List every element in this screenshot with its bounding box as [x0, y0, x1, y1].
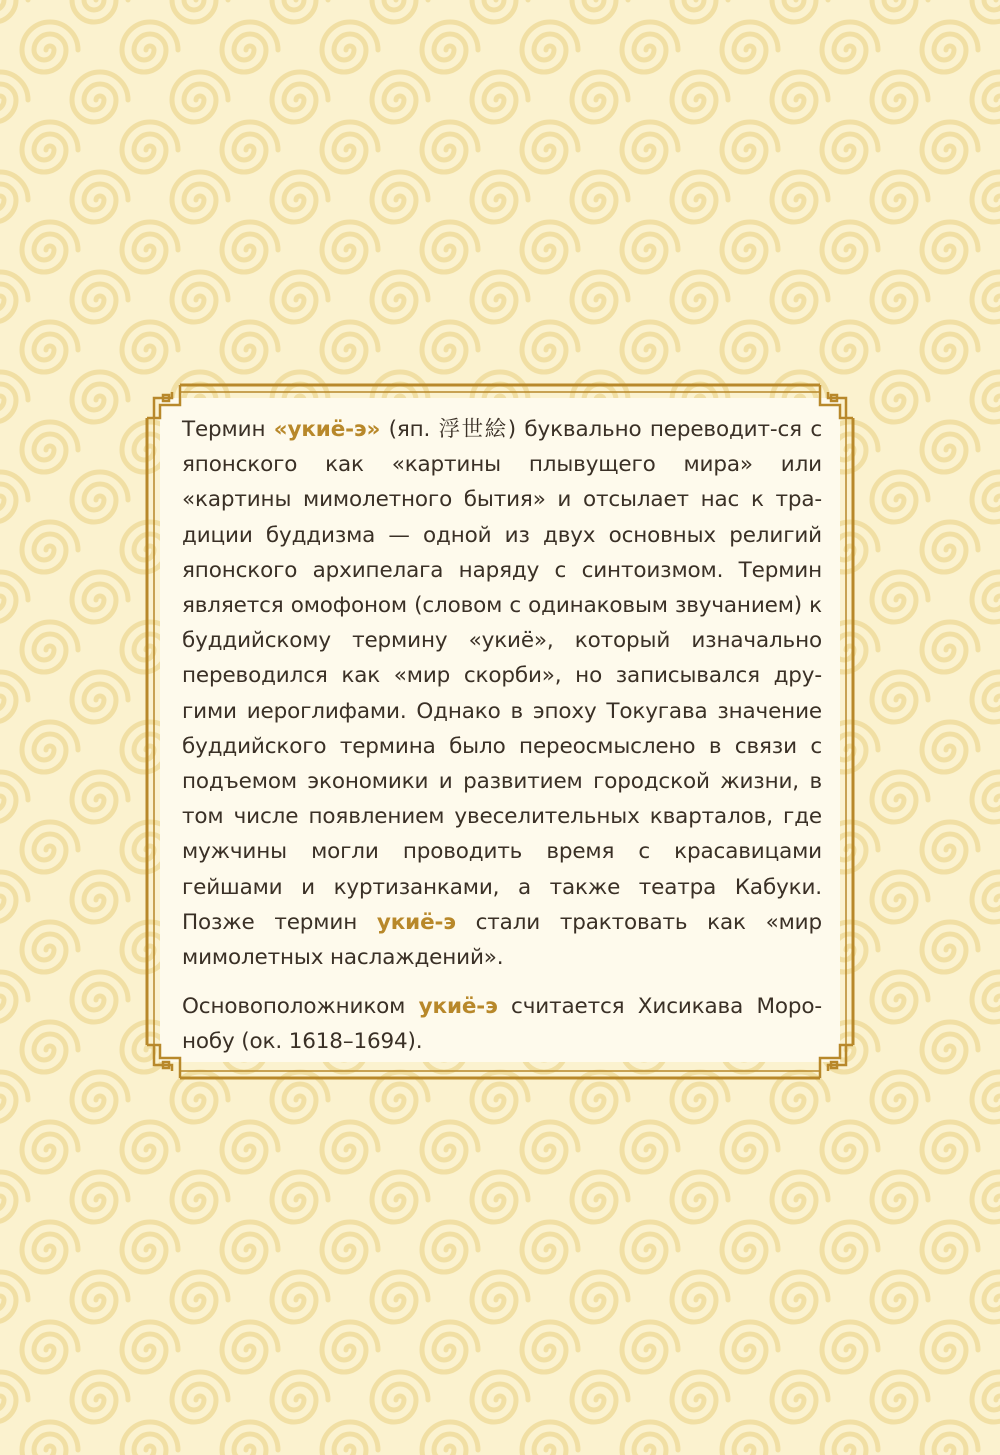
paragraph-2-ending: считается Хисикава Моро-нобу (ок. 1618–1694).	[182, 994, 822, 1055]
paragraph-1	[182, 412, 822, 975]
highlighted-term: укиё-э	[376, 909, 456, 935]
text-box	[182, 412, 822, 1060]
paragraph-1-body: (яп. 浮世絵) буквально переводит-ся с японского как «картины плывущего мира» или «картины мимолетного бытия» и отсылает нас к тра-диции буддизма — одной из двух основных религий японского архипелага наряду с синтоизмом. Термин является омофоном (словом с одинаковым звучанием) к буддийскому термину «укиё», который изначально переводился как «мир скорби», но записывался дру-гими иероглифами. Однако в эпоху Токугава значение буддийского термина было переосмыслено в связи с подъемом экономики и развитием городской жизни, в том числе появлением увеселительных кварталов, где мужчины могли проводить время с красавицами гейшами и куртизанками, а также театра Кабуки. Позже термин	[182, 417, 822, 935]
paragraph-2	[182, 989, 822, 1059]
paragraph-2-intro: Основоположником	[182, 994, 419, 1020]
highlighted-term: укиё-э	[418, 994, 498, 1020]
paragraph-1-intro: Термин	[182, 417, 274, 442]
highlighted-term: «укиё-э»	[273, 417, 381, 442]
paragraph-1-ending: стали трактовать как «мир мимолетных наслаждений».	[182, 909, 822, 971]
